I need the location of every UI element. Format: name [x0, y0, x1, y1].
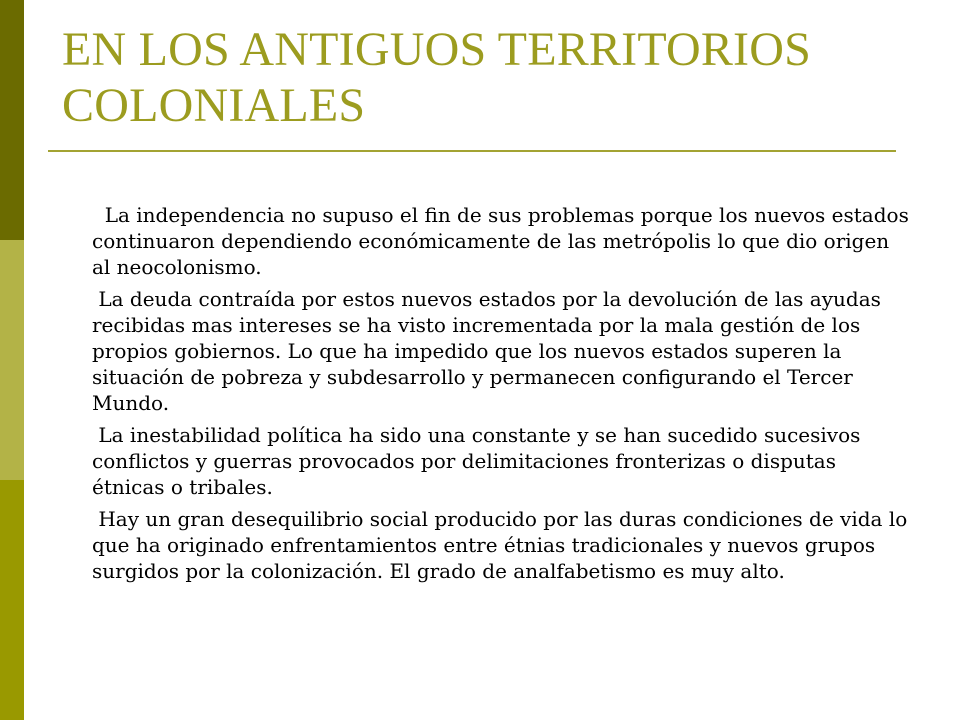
- side-band-bottom: [0, 480, 24, 720]
- side-band-middle: [0, 240, 24, 480]
- paragraph-social-imbalance: Hay un gran desequilibrio social producido por las duras condiciones de vida lo que ha originado enfrentamientos entre étnias tradicionales y nuevos grupos surgidos por la colonización. El grado de analfabetismo es muy alto.: [92, 507, 914, 583]
- slide-title-line-1: EN LOS ANTIGUOS TERRITORIOS: [62, 23, 812, 76]
- side-band-top: [0, 0, 24, 240]
- title-divider: [48, 150, 896, 152]
- paragraph-independence: La independencia no supuso el fin de sus problemas porque los nuevos estados continuaron dependiendo económicamente de las metrópolis lo que dio origen al neocolonismo.: [92, 203, 916, 279]
- paragraph-debt: La deuda contraída por estos nuevos estados por la devolución de las ayudas recibidas mas intereses se ha visto incrementada por la mala gestión de los propios gobiernos. Lo que ha impedido que los nuevos estados superen la situación de pobreza y subdesarrollo y permanecen configurando el Tercer Mundo.: [92, 287, 888, 415]
- paragraph-instability: La inestabilidad política ha sido una constante y se han sucedido sucesivos conflictos y guerras provocados por delimitaciones fronterizas o disputas étnicas o tribales.: [92, 423, 867, 499]
- slide-title: [62, 22, 912, 134]
- slide-body: [92, 202, 916, 590]
- slide-title-line-2: COLONIALES: [62, 79, 366, 132]
